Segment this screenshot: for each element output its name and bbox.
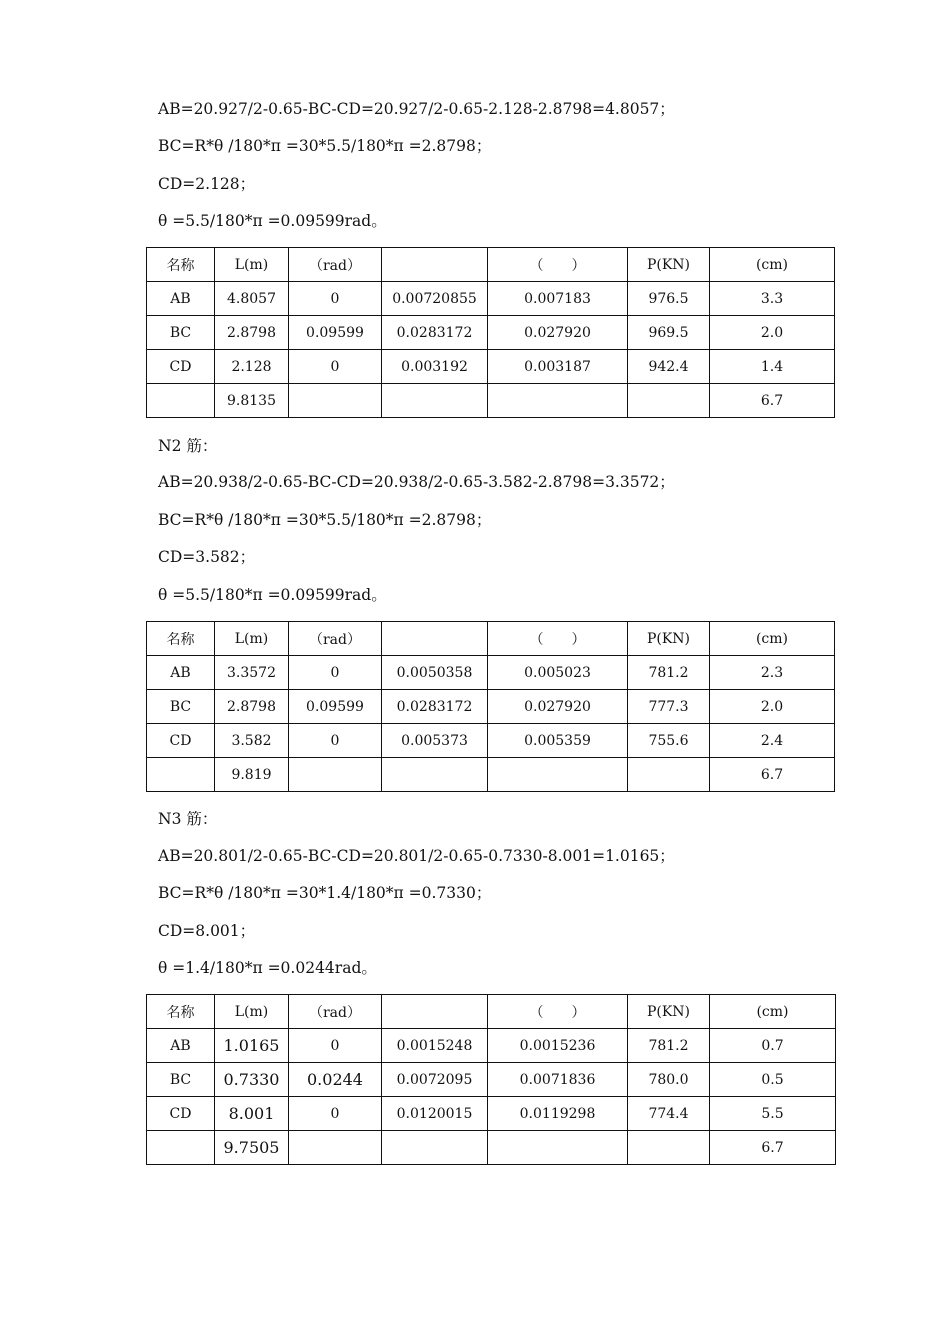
table-cell — [628, 1131, 710, 1165]
header-cell: 名称 — [147, 622, 215, 656]
table-cell: 0 — [289, 350, 382, 384]
table-total-row — [147, 384, 835, 418]
table-cell: 2.8798 — [215, 316, 289, 350]
table-row — [147, 1097, 836, 1131]
table-cell: 0.005359 — [488, 724, 628, 758]
formula-ab: AB=20.938/2-0.65-BC-CD=20.938/2-0.65-3.582-2.8798=3.3572； — [158, 473, 675, 491]
header-cell: （ ） — [488, 248, 628, 282]
table-cell — [289, 1131, 382, 1165]
table-cell: 780.0 — [628, 1063, 710, 1097]
formula-theta: θ =1.4/180*π =0.0244rad。 — [158, 959, 377, 977]
table-row — [147, 656, 835, 690]
table-cell: 0.0015248 — [382, 1029, 488, 1063]
table-cell: AB — [147, 282, 215, 316]
table-header-row — [147, 248, 835, 282]
table-cell: 0.0015236 — [488, 1029, 628, 1063]
table-cell: 0.7330 — [215, 1063, 289, 1097]
table-cell: 755.6 — [628, 724, 710, 758]
table-cell: 0.0283172 — [382, 690, 488, 724]
header-cell: L(m) — [215, 248, 289, 282]
table-cell: 969.5 — [628, 316, 710, 350]
header-cell — [382, 995, 488, 1029]
header-cell: (cm) — [710, 995, 836, 1029]
table-total-row — [147, 1131, 836, 1165]
header-cell: （rad） — [289, 995, 382, 1029]
table-cell: 0.007183 — [488, 282, 628, 316]
table-row — [147, 282, 835, 316]
table-cell: 9.8135 — [215, 384, 289, 418]
table-cell: 3.3 — [710, 282, 835, 316]
table-header-row — [147, 622, 835, 656]
table-cell: 0.7 — [710, 1029, 836, 1063]
header-cell: (cm) — [710, 622, 835, 656]
table-cell: 0 — [289, 656, 382, 690]
table-cell: 3.582 — [215, 724, 289, 758]
header-cell: L(m) — [215, 622, 289, 656]
table-cell: 0.027920 — [488, 690, 628, 724]
table-cell: 1.4 — [710, 350, 835, 384]
table-cell: 0.003192 — [382, 350, 488, 384]
formula-ab: AB=20.801/2-0.65-BC-CD=20.801/2-0.65-0.7330-8.001=1.0165； — [158, 847, 675, 865]
calc-table-n2 — [146, 621, 835, 792]
formula-cd: CD=8.001； — [158, 922, 256, 940]
table-row — [147, 690, 835, 724]
table-cell: 6.7 — [710, 384, 835, 418]
table-cell: 0.003187 — [488, 350, 628, 384]
table-cell — [488, 758, 628, 792]
table-cell: 976.5 — [628, 282, 710, 316]
table-cell: 781.2 — [628, 1029, 710, 1063]
header-cell: (cm) — [710, 248, 835, 282]
header-cell: P(KN) — [628, 995, 710, 1029]
formula-bc: BC=R*θ /180*π =30*5.5/180*π =2.8798； — [158, 137, 492, 155]
table-cell: 0.09599 — [289, 690, 382, 724]
table-cell: 4.8057 — [215, 282, 289, 316]
header-cell: （ ） — [488, 995, 628, 1029]
table-cell — [382, 758, 488, 792]
table-cell: 0.00720855 — [382, 282, 488, 316]
table-cell: 0 — [289, 1029, 382, 1063]
table-cell: CD — [147, 350, 215, 384]
table-cell: 1.0165 — [215, 1029, 289, 1063]
table-cell: 781.2 — [628, 656, 710, 690]
section-heading-n2: N2 筋： — [158, 437, 218, 455]
table-cell: 0.0119298 — [488, 1097, 628, 1131]
table-cell: 0.005373 — [382, 724, 488, 758]
calc-table-n1 — [146, 247, 835, 418]
header-cell: （ ） — [488, 622, 628, 656]
table-row — [147, 316, 835, 350]
table-cell: 5.5 — [710, 1097, 836, 1131]
table-cell: BC — [147, 1063, 215, 1097]
table-row — [147, 350, 835, 384]
table-cell: 777.3 — [628, 690, 710, 724]
table-cell: 2.8798 — [215, 690, 289, 724]
formula-ab: AB=20.927/2-0.65-BC-CD=20.927/2-0.65-2.128-2.8798=4.8057； — [158, 100, 675, 118]
table-cell — [628, 384, 710, 418]
table-cell — [289, 384, 382, 418]
header-cell: P(KN) — [628, 248, 710, 282]
header-cell: L(m) — [215, 995, 289, 1029]
header-cell: P(KN) — [628, 622, 710, 656]
table-cell — [147, 384, 215, 418]
table-cell: 6.7 — [710, 758, 835, 792]
table-cell: 0.0071836 — [488, 1063, 628, 1097]
table-cell: 2.0 — [710, 690, 835, 724]
table-cell: 0.09599 — [289, 316, 382, 350]
table-cell: 0.0072095 — [382, 1063, 488, 1097]
header-cell — [382, 248, 488, 282]
table-cell: 0.005023 — [488, 656, 628, 690]
table-cell: 3.3572 — [215, 656, 289, 690]
table-cell: 774.4 — [628, 1097, 710, 1131]
table-cell: 8.001 — [215, 1097, 289, 1131]
table-cell: 2.128 — [215, 350, 289, 384]
formula-cd: CD=2.128； — [158, 175, 256, 193]
table-row — [147, 1063, 836, 1097]
table-header-row — [147, 995, 836, 1029]
header-cell: （rad） — [289, 622, 382, 656]
table-cell — [382, 1131, 488, 1165]
table-cell: 0.0244 — [289, 1063, 382, 1097]
formula-theta: θ =5.5/180*π =0.09599rad。 — [158, 586, 387, 604]
table-cell: AB — [147, 656, 215, 690]
table-cell — [628, 758, 710, 792]
table-cell: BC — [147, 690, 215, 724]
table-cell: 942.4 — [628, 350, 710, 384]
formula-cd: CD=3.582； — [158, 548, 256, 566]
table-cell: 2.4 — [710, 724, 835, 758]
table-total-row — [147, 758, 835, 792]
table-cell — [289, 758, 382, 792]
section-heading-n3: N3 筋： — [158, 810, 218, 828]
table-cell: 2.3 — [710, 656, 835, 690]
table-cell — [382, 384, 488, 418]
table-cell: AB — [147, 1029, 215, 1063]
table-cell: 0.0283172 — [382, 316, 488, 350]
table-cell: 0 — [289, 724, 382, 758]
table-cell: 0 — [289, 282, 382, 316]
table-cell — [147, 758, 215, 792]
header-cell: （rad） — [289, 248, 382, 282]
header-cell: 名称 — [147, 995, 215, 1029]
table-cell — [147, 1131, 215, 1165]
table-cell: BC — [147, 316, 215, 350]
table-cell: 0.027920 — [488, 316, 628, 350]
header-cell — [382, 622, 488, 656]
table-cell: 0.0120015 — [382, 1097, 488, 1131]
table-cell: 6.7 — [710, 1131, 836, 1165]
table-row — [147, 724, 835, 758]
formula-bc: BC=R*θ /180*π =30*5.5/180*π =2.8798； — [158, 511, 492, 529]
table-cell: 9.819 — [215, 758, 289, 792]
table-cell: 2.0 — [710, 316, 835, 350]
formula-bc: BC=R*θ /180*π =30*1.4/180*π =0.7330； — [158, 884, 492, 902]
table-cell — [488, 1131, 628, 1165]
table-cell: 0.5 — [710, 1063, 836, 1097]
table-cell — [488, 384, 628, 418]
calc-table-n3 — [146, 994, 836, 1165]
formula-theta: θ =5.5/180*π =0.09599rad。 — [158, 212, 387, 230]
header-cell: 名称 — [147, 248, 215, 282]
table-cell: CD — [147, 1097, 215, 1131]
table-cell: 0.0050358 — [382, 656, 488, 690]
table-row — [147, 1029, 836, 1063]
table-cell: 0 — [289, 1097, 382, 1131]
table-cell: CD — [147, 724, 215, 758]
table-cell: 9.7505 — [215, 1131, 289, 1165]
